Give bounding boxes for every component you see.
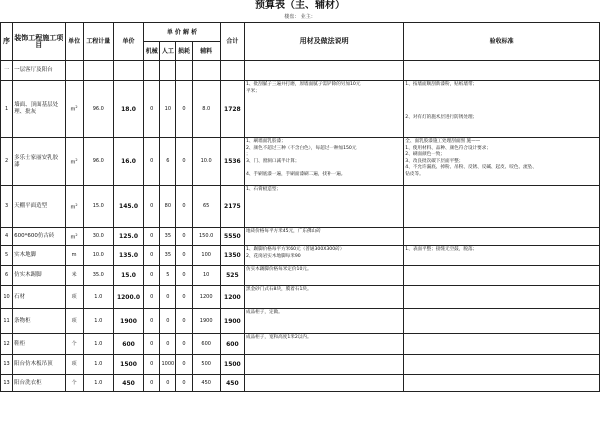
row-price: 600 [113, 334, 143, 355]
row-qty: 30.0 [83, 228, 113, 246]
row-seq: 13 [1, 375, 13, 392]
row-main: 8.0 [192, 81, 220, 138]
row-seq: 6 [1, 266, 13, 286]
standard-line: 4、不允许漏底、掉粉、吊粉、反锈、反碱、起皮、咬色、流坠、 [405, 165, 537, 170]
table-row [1, 81, 600, 138]
header-total: 合计 [220, 23, 244, 61]
table-row [1, 355, 600, 375]
standard-line: 3、改良批次碳下层面平整； [405, 158, 464, 164]
row-unit: 个 [65, 334, 83, 355]
row-total: 1500 [220, 355, 244, 375]
table-row [1, 138, 600, 186]
row-seq: 11 [1, 309, 13, 334]
description-line: 黑金砂门式石8块，膜着石1块。 [245, 287, 312, 292]
row-description [244, 228, 403, 246]
row-price: 135.0 [113, 246, 143, 266]
description-line: 4、手刷底漆一遍，手刷面漆刷二遍，找补一遍。 [245, 171, 346, 177]
row-labor: 80 [160, 186, 176, 228]
standard-line: 1、表面平整；接缝无空鼓，脱落； [405, 247, 478, 252]
row-seq: 5 [1, 246, 13, 266]
description-line: 3、门、窗洞口减半计算； [245, 158, 300, 164]
row-standard [404, 375, 600, 392]
row-qty: 1.0 [83, 355, 113, 375]
row-item-name: 阳台洗衣柜 [13, 375, 65, 392]
row-labor: 35 [160, 228, 176, 246]
row-qty: 35.0 [83, 266, 113, 286]
row-machine: 0 [144, 228, 160, 246]
row-machine: 0 [144, 246, 160, 266]
description-line: 2、颜色不超过三种（不含白色），每超过一种加150元 [245, 145, 357, 151]
row-price: 1900 [113, 309, 143, 334]
row-main: 10.0 [192, 138, 220, 186]
unit-superscript: 2 [75, 157, 78, 162]
row-machine: 0 [144, 186, 160, 228]
row-qty: 96.0 [83, 81, 113, 138]
row-item-name: 仿实木踢脚 [13, 266, 65, 286]
standard-line: 2、刷面颜色一致； [405, 152, 445, 157]
row-total: 2175 [220, 186, 244, 228]
row-seq: 10 [1, 286, 13, 309]
row-standard [404, 355, 600, 375]
row-description [244, 81, 403, 138]
row-unit: 项 [65, 286, 83, 309]
row-standard [404, 186, 600, 228]
row-main: 65 [192, 186, 220, 228]
standard-line: 钻皮等。 [405, 171, 424, 177]
row-price: 18.0 [113, 81, 143, 138]
row-item-name: 实木地脚 [13, 246, 65, 266]
row-price: 1200.0 [113, 286, 143, 309]
table-row [1, 186, 600, 228]
row-standard [404, 286, 600, 309]
row-description [244, 355, 403, 375]
row-machine: 0 [144, 286, 160, 309]
sheet-subtitle: 楼盘： 业主： [284, 14, 316, 20]
standard-line: 2、对有灯的施术层进行防锈处理； [405, 114, 478, 120]
header-main: 辅料 [192, 42, 220, 61]
row-seq: 4 [1, 228, 13, 246]
row-machine: 0 [144, 334, 160, 355]
description-line: 仿实木踢脚价格每米定价10元。 [245, 267, 312, 272]
row-description [244, 375, 403, 392]
row-standard [404, 81, 600, 138]
section-row [1, 61, 600, 81]
row-standard [404, 246, 600, 266]
standard-line: 1、使用材料、品种、颜色符合设计要求； [405, 145, 491, 151]
description-line: ； [245, 152, 251, 157]
standard-line: 全、面乳胶漆施工处理刮面图 施—— [405, 139, 481, 144]
description-line: 地砖价格每平方米45元，广东佛山砖 [245, 229, 321, 234]
row-price: 145.0 [113, 186, 143, 228]
row-description [244, 334, 403, 355]
description-line: 2、花岗岩实木地脚每米90 [245, 253, 301, 259]
row-unit: 米 [65, 266, 83, 286]
table-row [1, 246, 600, 266]
header-machine: 机械 [144, 42, 160, 61]
row-seq: 12 [1, 334, 13, 355]
row-unit: $m^2$ [65, 81, 83, 138]
row-description [244, 138, 403, 186]
row-description [244, 286, 403, 309]
row-price: 125.0 [113, 228, 143, 246]
table-row [1, 334, 600, 355]
row-qty: 1.0 [83, 309, 113, 334]
row-labor: 0 [160, 309, 176, 334]
row-total: 525 [220, 266, 244, 286]
table-row [1, 286, 600, 309]
table-row [1, 228, 600, 246]
row-machine: 0 [144, 375, 160, 392]
row-aux: 0 [176, 286, 192, 309]
row-machine: 0 [144, 266, 160, 286]
row-qty: 10.0 [83, 246, 113, 266]
row-seq: 13 [1, 355, 13, 375]
description-line: 1、石膏板造型； [245, 187, 282, 192]
unit-superscript: 2 [75, 105, 78, 110]
row-seq: 2 [1, 138, 13, 186]
row-aux: 0 [176, 355, 192, 375]
row-item-name: 多乐士家丽安乳胶漆 [13, 138, 65, 186]
row-unit: $m^2$ [65, 138, 83, 186]
row-total: 1728 [220, 81, 244, 138]
row-aux: 0 [176, 186, 192, 228]
description-line: 1、踢脚价格每平方米60元（普通300X300砖） [245, 247, 345, 252]
row-machine: 0 [144, 355, 160, 375]
row-labor: 0 [160, 334, 176, 355]
row-labor: 6 [160, 138, 176, 186]
row-aux: 0 [176, 246, 192, 266]
header-item: 装饰工程施工项目 [13, 23, 65, 61]
row-description [244, 186, 403, 228]
row-standard [404, 228, 600, 246]
row-standard [404, 266, 600, 286]
row-aux: 0 [176, 81, 192, 138]
header-analysis: 单 价 解 析 [144, 23, 221, 42]
row-price: 15.0 [113, 266, 143, 286]
row-description [244, 309, 403, 334]
row-main: 1200 [192, 286, 220, 309]
description-line: 成品柜子，宽和高度1米2以内。 [245, 335, 312, 340]
row-aux: 0 [176, 228, 192, 246]
row-main: 100 [192, 246, 220, 266]
row-total: 5550 [220, 228, 244, 246]
row-item-name: 墙面、顶面基层处理、批灰 [13, 81, 65, 138]
row-labor: 0 [160, 375, 176, 392]
section-name: 一层客厅及阳台 [13, 61, 65, 81]
description-line: 平米； [245, 88, 260, 94]
row-aux: 0 [176, 138, 192, 186]
row-standard [404, 334, 600, 355]
row-main: 150.0 [192, 228, 220, 246]
row-total: 600 [220, 334, 244, 355]
row-main: 10 [192, 266, 220, 286]
row-total: 1900 [220, 309, 244, 334]
row-qty: 1.0 [83, 375, 113, 392]
header-standard: 验收标准 [404, 23, 600, 61]
row-price: 16.0 [113, 138, 143, 186]
row-qty: 96.0 [83, 138, 113, 186]
description-line: 1、批刮腻子三遍并打磨，原墙面腻子需铲除的另加10元 [245, 82, 361, 87]
table-row [1, 375, 600, 392]
standard-line: 1、按墙面顺刮新漆粉，贴纸墙带； [405, 82, 478, 87]
row-item-name: 600*600仿古砖 [13, 228, 65, 246]
header-price: 单价 [113, 23, 143, 61]
row-main: 1900 [192, 309, 220, 334]
row-description [244, 246, 403, 266]
row-price: 1500 [113, 355, 143, 375]
header-desc: 用材及做法说明 [244, 23, 403, 61]
row-aux: 0 [176, 375, 192, 392]
unit-superscript: 2 [75, 232, 78, 237]
row-unit: 项 [65, 355, 83, 375]
header-qty: 工程计量 [83, 23, 113, 61]
row-unit: m [65, 246, 83, 266]
row-machine: 0 [144, 138, 160, 186]
row-item-name: 鞋柜 [13, 334, 65, 355]
description-line: 1、刷墙面乳胶漆； [245, 139, 286, 144]
row-item-name: 石材 [13, 286, 65, 309]
row-seq: 1 [1, 81, 13, 138]
row-description [244, 266, 403, 286]
row-aux: 0 [176, 266, 192, 286]
row-labor: 5 [160, 266, 176, 286]
section-seq: 一 [1, 61, 13, 81]
row-unit: 项 [65, 309, 83, 334]
row-item-name: 天棚平面造型 [13, 186, 65, 228]
row-item-name: 阳台仿木板吊顶 [13, 355, 65, 375]
row-qty: 1.0 [83, 334, 113, 355]
row-labor: 35 [160, 246, 176, 266]
row-standard [404, 309, 600, 334]
row-qty: 15.0 [83, 186, 113, 228]
row-total: 1350 [220, 246, 244, 266]
row-aux: 0 [176, 309, 192, 334]
row-labor: 1000 [160, 355, 176, 375]
row-aux: 0 [176, 334, 192, 355]
row-unit: 个 [65, 375, 83, 392]
row-total: 1536 [220, 138, 244, 186]
row-machine: 0 [144, 309, 160, 334]
row-unit: $m^2$ [65, 186, 83, 228]
description-line: 成品柜子，定做。 [245, 310, 283, 315]
row-unit: $m^2$ [65, 228, 83, 246]
row-machine: 0 [144, 81, 160, 138]
row-item-name: 条物柜 [13, 309, 65, 334]
row-total: 450 [220, 375, 244, 392]
unit-superscript: 2 [75, 202, 78, 207]
row-labor: 0 [160, 286, 176, 309]
row-main: 450 [192, 375, 220, 392]
header-seq: 序 [1, 23, 13, 61]
row-main: 500 [192, 355, 220, 375]
row-total: 1200 [220, 286, 244, 309]
header-labor: 人工 [160, 42, 176, 61]
header-aux: 损耗 [176, 42, 192, 61]
row-main: 600 [192, 334, 220, 355]
header-unit: 单位 [65, 23, 83, 61]
sheet-title: 预算表（主、辅材） [255, 0, 345, 11]
budget-table [0, 22, 600, 392]
row-seq: 3 [1, 186, 13, 228]
row-labor: 10 [160, 81, 176, 138]
table-row [1, 266, 600, 286]
table-row [1, 309, 600, 334]
row-qty: 1.0 [83, 286, 113, 309]
row-price: 450 [113, 375, 143, 392]
row-standard [404, 138, 600, 186]
